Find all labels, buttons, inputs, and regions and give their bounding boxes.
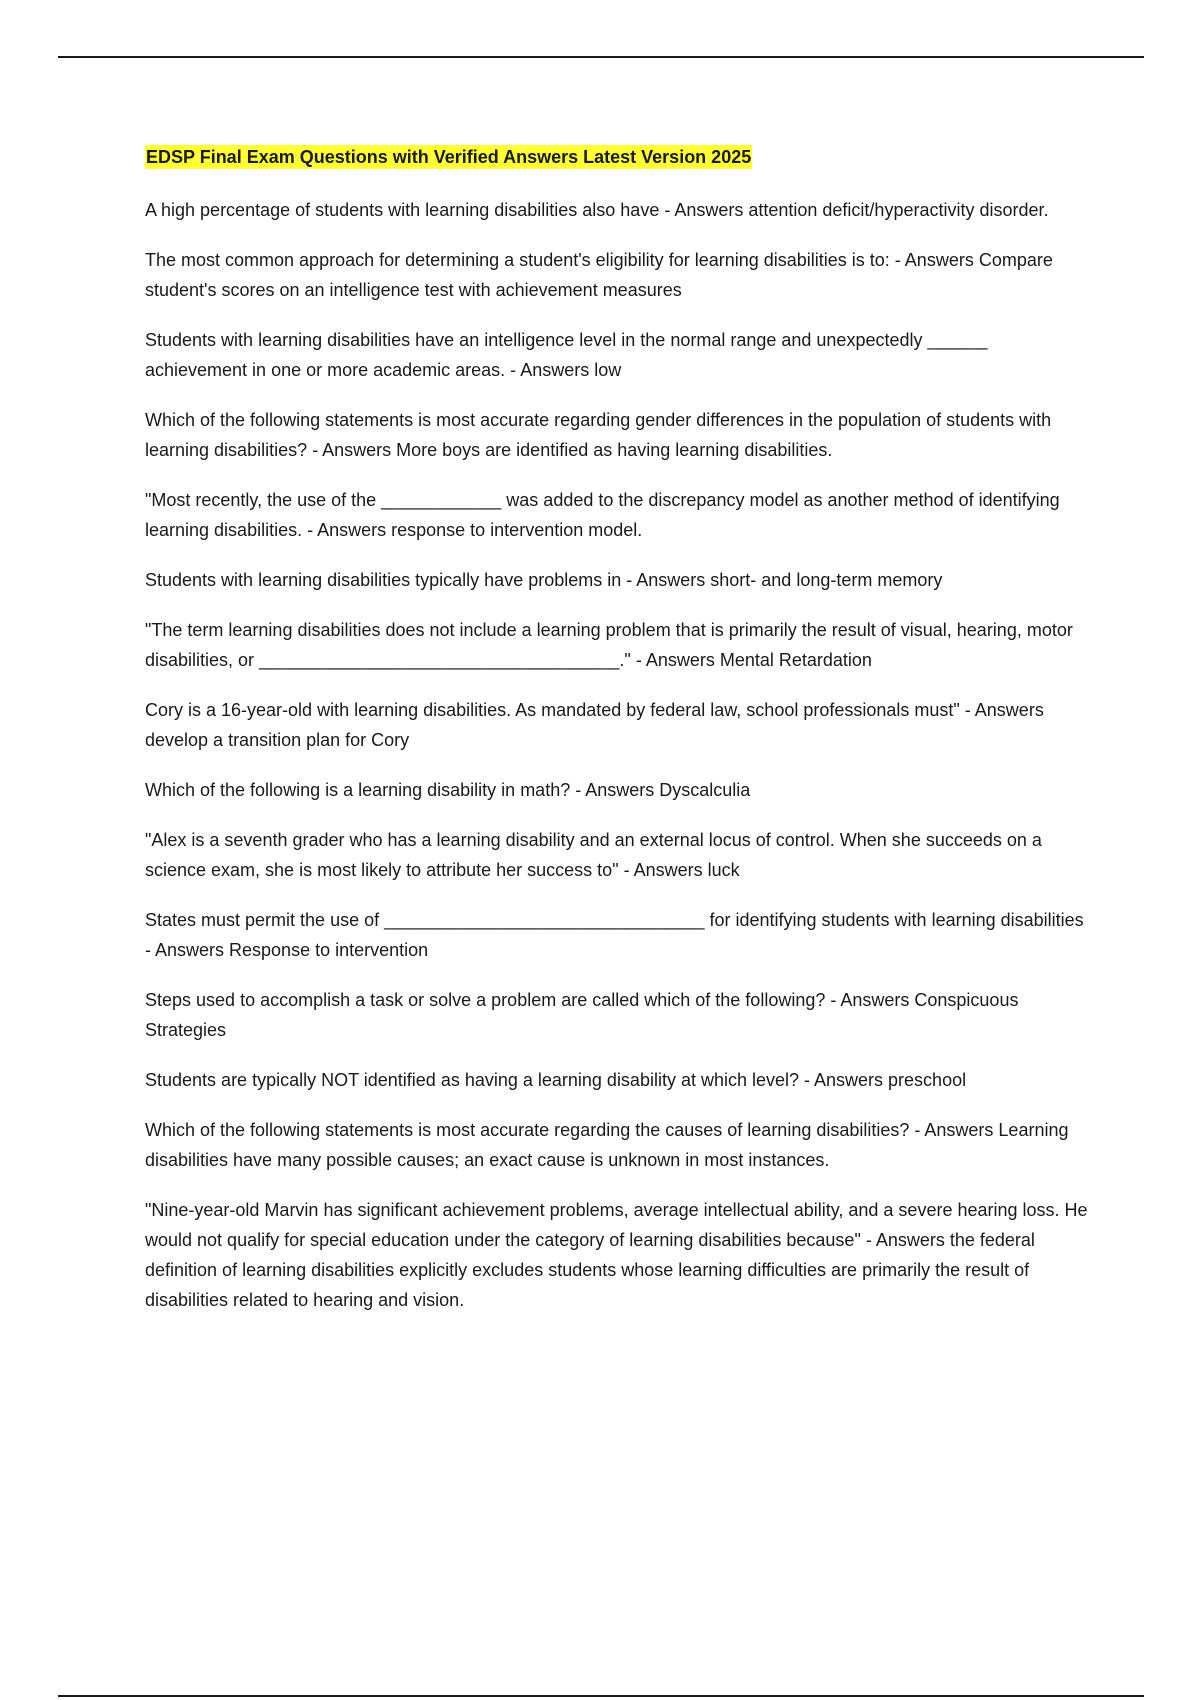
qa-item: Which of the following is a learning disability in math? - Answers Dyscalculia (145, 780, 751, 800)
qa-item: Students are typically NOT identified as having a learning disability at which level? - Answers preschool (145, 1070, 967, 1090)
document-body (145, 145, 1090, 1335)
qa-item: Cory is a 16-year-old with learning disabilities. As mandated by federal law, school professionals must" - Answers develop a transition plan for Cory (145, 700, 1044, 750)
qa-item: Students with learning disabilities typically have problems in - Answers short- and long-term memory (145, 570, 943, 590)
qa-item: States must permit the use of ________________________________ for identifying students with learning disabilities - Answers Response to intervention (145, 910, 1084, 960)
qa-item: The most common approach for determining a student's eligibility for learning disabilities is to: - Answers Compare student's scores on an intelligence test with achievement measures (145, 250, 1053, 300)
footer-rule (58, 1695, 1144, 1697)
qa-item: "The term learning disabilities does not include a learning problem that is primarily the result of visual, hearing, motor disabilities, or ____________________________________." - Answers Mental Retardation (145, 620, 1073, 670)
qa-item: A high percentage of students with learning disabilities also have - Answers attention deficit/hyperactivity disorder. (145, 200, 1049, 220)
header-rule (58, 56, 1144, 58)
qa-item: Students with learning disabilities have an intelligence level in the normal range and unexpectedly ______ achievement in one or more academic areas. - Answers low (145, 330, 988, 380)
qa-item: Which of the following statements is most accurate regarding gender differences in the population of students with learning disabilities? - Answers More boys are identified as having learning disabilities. (145, 410, 1052, 460)
qa-item: "Nine-year-old Marvin has significant achievement problems, average intellectual ability, and a severe hearing loss. He would not qualify for special education under the category of learning disabilities because" - Answers the federal definition of learning disabilities explicitly excludes students whose learning difficulties are primarily the result of disabilities related to hearing and vision. (145, 1200, 1088, 1310)
document-title: EDSP Final Exam Questions with Verified Answers Latest Version 2025 (146, 147, 752, 167)
qa-item: Which of the following statements is most accurate regarding the causes of learning disabilities? - Answers Learning disabilities have many possible causes; an exact cause is unknown in most instances. (145, 1120, 1069, 1170)
qa-item: "Most recently, the use of the ____________ was added to the discrepancy model as another method of identifying learning disabilities. - Answers response to intervention model. (145, 490, 1060, 540)
qa-item: "Alex is a seventh grader who has a learning disability and an external locus of control. When she succeeds on a science exam, she is most likely to attribute her success to" - Answers luck (145, 830, 1042, 880)
qa-item: Steps used to accomplish a task or solve a problem are called which of the following? - Answers Conspicuous Strategies (145, 990, 1019, 1040)
